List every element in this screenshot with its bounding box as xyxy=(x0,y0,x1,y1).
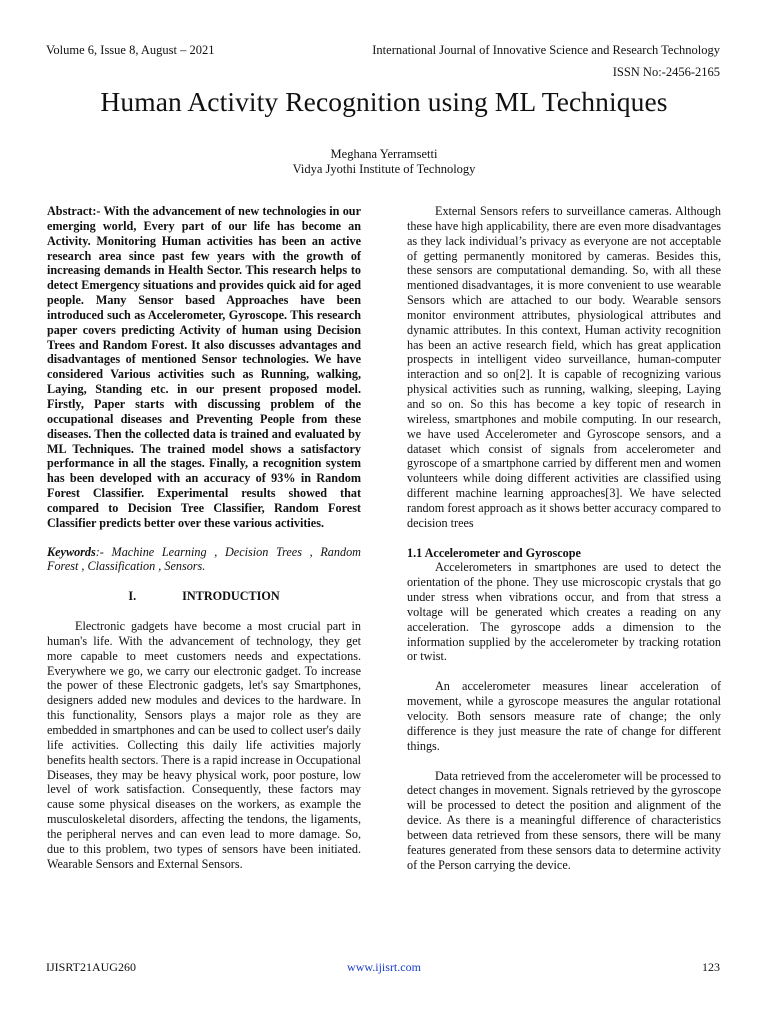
linear-acceleration-paragraph: An accelerometer measures linear acceleration of movement, while a gyroscope measures the angular rotational velocity. Both sensors measure rate of change; the only difference is they just measure the rate of change for different things. xyxy=(407,679,721,753)
section-title: INTRODUCTION xyxy=(182,589,280,604)
abstract: Abstract:- With the advancement of new technologies in our emerging world, Every part of our life has become an Activity. Monitoring Human activities has been an active research area since past few years with the growth of increasing demands in Health Sector. This research helps to detect Emergency situations and provides quick aid for aged people. Many Sensor based Approaches have been introduced such as Accelerometer, Gyroscope. This research paper covers predicting Activity of human using Decision Trees and Random Forest. It also discusses advantages and disadvantages of mentioned Sensor technologies. We have considered Various activities such as Running, walking, Laying, Standing etc. in our present proposed model. Firstly, Paper starts with discussing problem of the occupational diseases and Preventing People from these diseases. Then the collected data is trained and evaluated by ML Techniques. The trained model shows a satisfactory performance in all the stages. Finally, a recognition system has been developed with an accuracy of 93% in Random Forest Classifier. Experimental results showed that compared to Decision Tree Classifier, Random Forest Classifier predicts better over these various activities. xyxy=(47,204,361,530)
right-column xyxy=(407,204,721,872)
author-name: Meghana Yerramsetti xyxy=(330,147,438,161)
author-affiliation: Vidya Jyothi Institute of Technology xyxy=(292,162,476,176)
header-issn: ISSN No:-2456-2165 xyxy=(612,65,720,79)
data-retrieval-paragraph: Data retrieved from the accelerometer will be processed to detect changes in movement. Signals retrieved by the gyroscope will be processed to detect the position and alignment of the device. As there is a meaningful difference of characteristics between data retrieved from these sensors, there will be many features generated from these sensors data to determine activity of the Person carrying the device. xyxy=(407,768,721,872)
footer-website-link[interactable]: www.ijisrt.com xyxy=(347,960,421,974)
section-number: I. xyxy=(128,589,137,604)
footer-paper-id: IJISRT21AUG260 xyxy=(46,960,136,974)
keywords xyxy=(47,545,361,575)
subsection-title: 1.1 Accelerometer and Gyroscope xyxy=(407,545,581,560)
header-volume: Volume 6, Issue 8, August – 2021 xyxy=(46,43,215,57)
author-block xyxy=(0,147,768,177)
intro-paragraph: Electronic gadgets have become a most crucial part in human's life. With the advancement of technology, they get more capable to meet customers needs and expectations. Everywhere we go, we carry our electronic gadget. To increase the power of these Electronic gadgets, let's say Smartphones, designers added new modules and devices to the hardware. In this functionality, Sensors plays a major role as they are embedded in smartphones and can be used to collect user's daily life activities. Collecting this daily life activities majorly benefits health sectors. There is a rapid increase in Occupational Diseases, they may be heavy physical work, poor posture, low level of work satisfaction. Consequently, these factors may cause some physical diseases on the workers, as example the musculoskeletal disorders, affecting the tendons, the ligaments, the peripheral nerves and can even lead to more damage. So, due to this problem, two types of sensors have been initiated. Wearable Sensors and External Sensors. xyxy=(47,619,361,871)
header-journal: International Journal of Innovative Science and Research Technology xyxy=(372,43,720,57)
keywords-text: :- Machine Learning , Decision Trees , Random Forest , Classification , Sensors. xyxy=(47,544,361,574)
accelerometer-paragraph: Accelerometers in smartphones are used to detect the orientation of the phone. They use microscopic crystals that go under stress when vibrations occur, and from that stress a voltage will be generated which creates a reading on any acceleration. The gyroscope adds a dimension to the information supplied by the accelerometer by tracking rotation or twist. xyxy=(407,560,721,664)
keywords-label: Keywords xyxy=(47,544,96,559)
external-sensors-paragraph: External Sensors refers to surveillance cameras. Although these have high applicability, there are even more disadvantages as they lack individual’s privacy as everyone are not acceptable of getting permanently monitored by cameras. Besides this, these sensors are computational demanding. So, with all these mentioned disadvantages, it is more convenient to use wearable Sensors which are attached to our body. Wearable sensors monitor environment attributes, physiological attributes and dynamic attributes. In this context, Human activity recognition has been an active research field, which has great application prospects in intelligent video surveillance, human-computer interaction and so on[2]. It is capable of recognizing various physical activities such as running, walking, sleeping, Laying and so on. So this has become a key topic of research in wireless, smartphones and mobile computing. In our research, we have used Accelerometer and Gyroscope sensors, and a dataset which consist of signals from accelerometer and gyroscope of a smartphone carried by different men and women volunteers while doing different activities are classified using different machine learning approaches[3]. We have selected random forest approach as it shows better accuracy compared to decision trees xyxy=(407,204,721,530)
left-column xyxy=(47,204,361,871)
section-heading-introduction xyxy=(47,589,361,604)
footer-page-number: 123 xyxy=(702,960,720,974)
paper-title: Human Activity Recognition using ML Techniques xyxy=(100,86,668,117)
